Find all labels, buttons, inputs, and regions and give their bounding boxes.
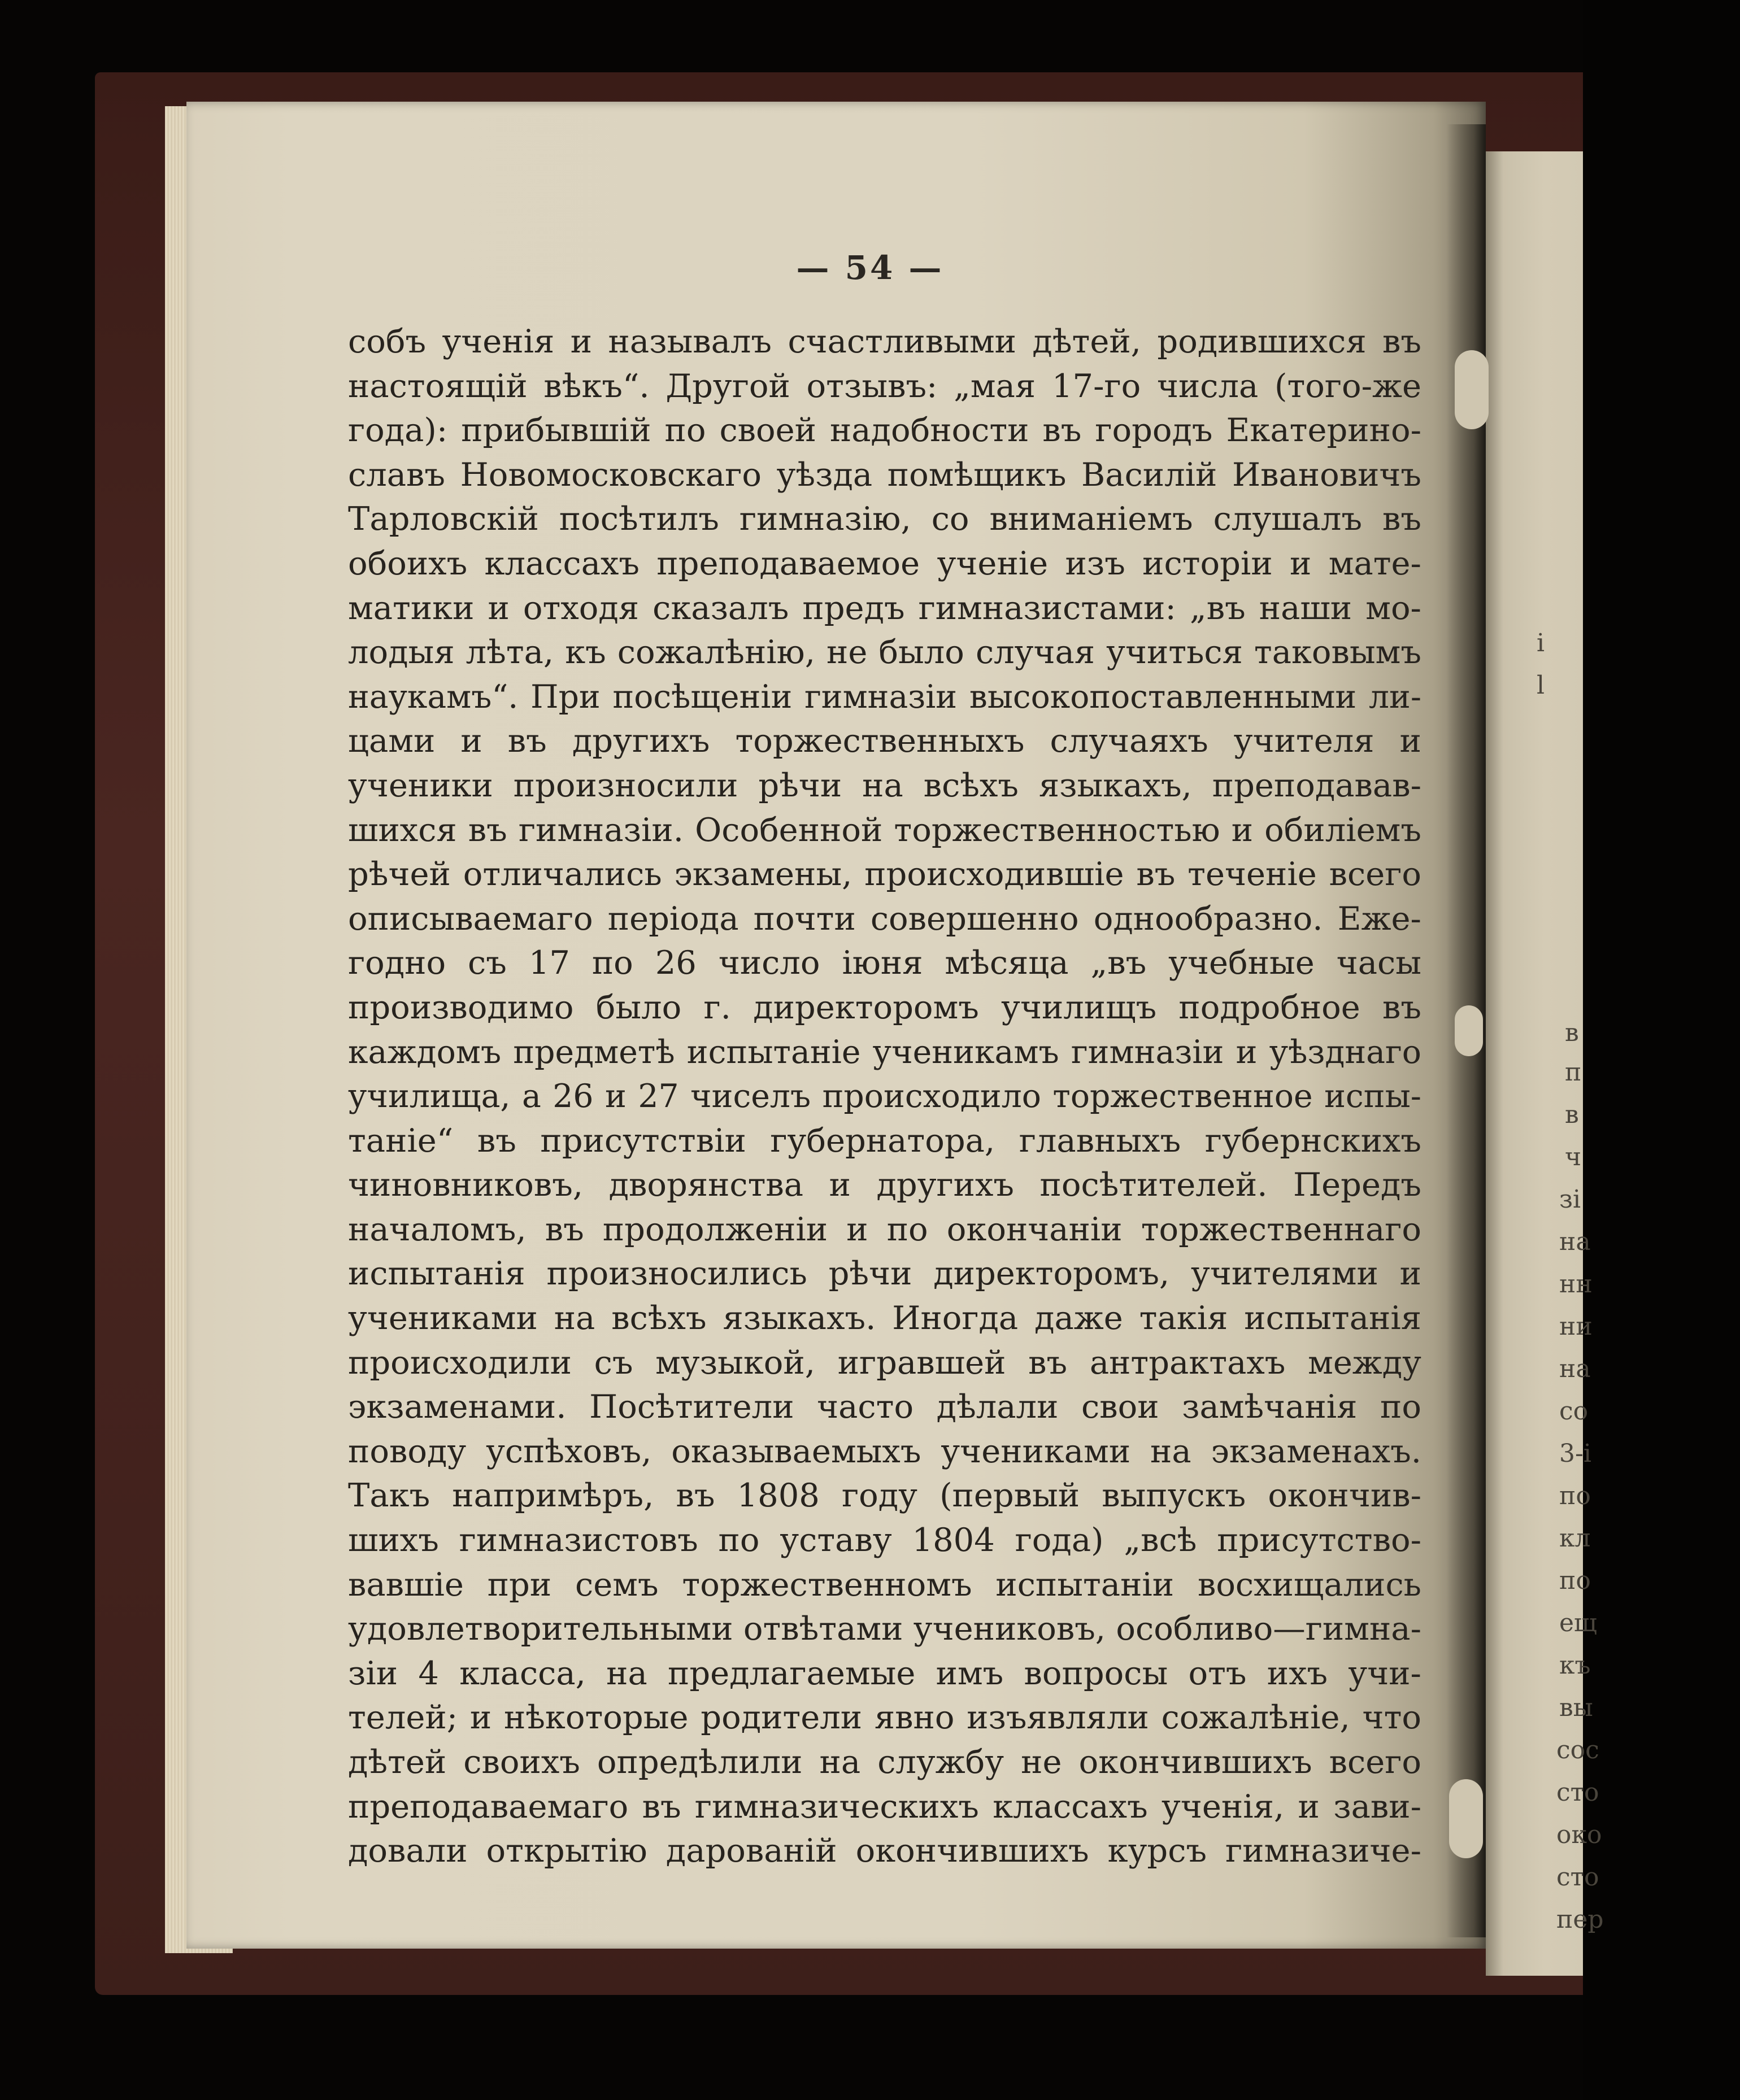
facing-fragment: сто xyxy=(1556,1778,1599,1807)
text-line: ученики произносили рѣчи на всѣхъ языкахъ, преподавав- xyxy=(348,766,1421,804)
text-line: Такъ напримѣръ, въ 1808 году (первый выпускъ окончив- xyxy=(348,1476,1421,1515)
text-line: довали открытію дарованій окончившихъ курсъ гимназиче- xyxy=(348,1832,1421,1870)
text-line: вавшіе при семъ торжественномъ испытаніи восхищались xyxy=(348,1565,1421,1604)
text-line: дѣтей своихъ опредѣлили на службу не окончившихъ всего xyxy=(348,1743,1421,1781)
facing-fragment: кл xyxy=(1559,1524,1591,1553)
text-line: наукамъ“. При посѣщеніи гимназіи высокопоставленными ли- xyxy=(348,678,1421,716)
facing-fragment: око xyxy=(1556,1820,1602,1849)
facing-fragment: вы xyxy=(1559,1693,1593,1722)
text-line: обоихъ классахъ преподаваемое ученіе изъ исторіи и мате- xyxy=(348,544,1421,582)
text-line: телей; и нѣкоторые родители явно изъявляли сожалѣніе, что xyxy=(348,1698,1421,1737)
text-line: рѣчей отличались экзамены, происходившіе въ теченіе всего xyxy=(348,855,1421,894)
text-line: Тарловскій посѣтилъ гимназію, со вниманіемъ слушалъ въ xyxy=(348,500,1421,538)
text-line: испытанія произносились рѣчи директоромъ, учителями и xyxy=(348,1254,1421,1293)
text-line: зіи 4 класса, на предлагаемые имъ вопросы отъ ихъ учи- xyxy=(348,1654,1421,1692)
facing-fragment: в xyxy=(1565,1018,1579,1047)
facing-fragment: на xyxy=(1559,1227,1591,1256)
facing-fragment: по xyxy=(1559,1566,1591,1595)
facing-fragment: зі xyxy=(1559,1185,1581,1214)
text-line: лодыя лѣта, къ сожалѣнію, не было случая учиться таковымъ xyxy=(348,633,1421,672)
text-line: собъ ученія и называлъ счастливыми дѣтей, родившихся въ xyxy=(348,323,1421,360)
text-line: преподаваемаго въ гимназическихъ классахъ ученія, и зави- xyxy=(348,1787,1421,1825)
text-line: учениками на всѣхъ языкахъ. Иногда даже такія испытанія xyxy=(348,1299,1421,1337)
text-line: матики и отходя сказалъ предъ гимназистами: „въ наши мо- xyxy=(348,589,1421,627)
facing-fragment: къ xyxy=(1559,1651,1591,1680)
page-tear xyxy=(1449,1779,1483,1858)
right-facing-page xyxy=(1486,151,1604,1976)
facing-fragment: нн xyxy=(1559,1270,1593,1299)
text-line: происходили съ музыкой, игравшей въ антрактахъ между xyxy=(348,1343,1421,1382)
text-line: описываемаго періода почти совершенно однообразно. Еже- xyxy=(348,899,1421,938)
facing-fragment: на xyxy=(1559,1354,1591,1383)
facing-fragment: по xyxy=(1559,1482,1591,1510)
facing-fragment: ни xyxy=(1559,1312,1593,1341)
facing-fragment: сто xyxy=(1556,1863,1599,1892)
text-line: годно съ 17 по 26 число іюня мѣсяца „въ учебные часы xyxy=(348,944,1421,982)
facing-fragment: 3-і xyxy=(1559,1439,1591,1468)
text-line: началомъ, въ продолженіи и по окончаніи торжественнаго xyxy=(348,1210,1421,1248)
text-line: поводу успѣховъ, оказываемыхъ учениками на экзаменахъ. xyxy=(348,1432,1421,1470)
text-line: цами и въ другихъ торжественныхъ случаяхъ учителя и xyxy=(348,722,1421,760)
text-line: шихся въ гимназіи. Особенной торжественностью и обиліемъ xyxy=(348,811,1421,849)
facing-fragment: ч xyxy=(1565,1143,1582,1171)
text-line: производимо было г. директоромъ училищъ подробное въ xyxy=(348,988,1421,1026)
facing-fragment: і xyxy=(1537,629,1545,657)
facing-fragment: со xyxy=(1559,1397,1589,1426)
page-number: — 54 — xyxy=(796,249,944,287)
facing-fragment: п xyxy=(1565,1058,1582,1087)
body-text xyxy=(348,320,1421,1874)
text-line: училища, а 26 и 27 чиселъ происходило торжественное испы- xyxy=(348,1078,1421,1116)
page-tear xyxy=(1455,1005,1483,1056)
facing-fragment: сос xyxy=(1556,1736,1599,1764)
text-line: года): прибывшій по своей надобности въ городъ Екатерино- xyxy=(348,411,1421,450)
text-line: шихъ гимназистовъ по уставу 1804 года) „всѣ присутство- xyxy=(348,1521,1421,1559)
text-line: чиновниковъ, дворянства и другихъ посѣтителей. Передъ xyxy=(348,1166,1421,1204)
facing-fragment: l xyxy=(1537,671,1545,700)
text-line: настоящій вѣкъ“. Другой отзывъ: „мая 17-го числа (того-же xyxy=(348,367,1421,405)
text-line: каждомъ предметѣ испытаніе ученикамъ гимназіи и уѣзднаго xyxy=(348,1033,1421,1071)
text-line: славъ Новомосковскаго уѣзда помѣщикъ Василій Ивановичъ xyxy=(348,455,1421,494)
text-line: таніе“ въ присутствіи губернатора, главныхъ губернскихъ xyxy=(348,1121,1421,1160)
facing-fragment: в xyxy=(1565,1100,1579,1129)
facing-fragment: пер xyxy=(1556,1905,1604,1934)
facing-fragment: ещ xyxy=(1559,1609,1597,1637)
text-line: удовлетворительными отвѣтами учениковъ, особливо—гимна- xyxy=(348,1610,1421,1648)
page-tear xyxy=(1455,350,1489,429)
text-line: экзаменами. Посѣтители часто дѣлали свои замѣчанія по xyxy=(348,1388,1421,1426)
